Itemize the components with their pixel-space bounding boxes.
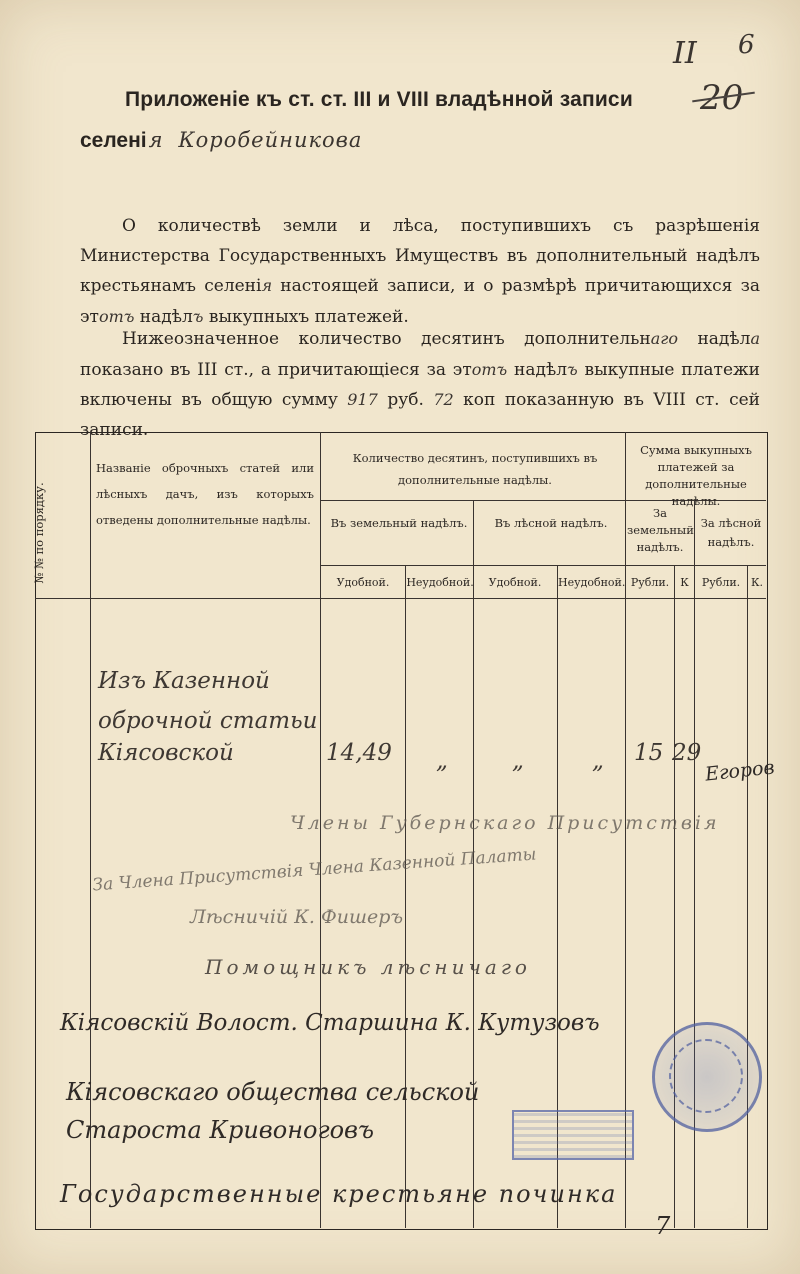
column-header-number: № № по порядку. [32,482,46,584]
entry-ditto: „ [592,748,604,774]
entry-ditto: „ [436,748,448,774]
archive-mark: II [673,36,697,71]
signature: Помощникъ лѣсничаго [205,955,531,979]
signature: Кiясовскаго общества сельской [66,1078,480,1106]
archive-mark-number: 6 [738,30,755,60]
signature: Лѣсничiй К. Фишеръ [190,906,404,928]
signature: Егоров [704,756,776,786]
subheader-udobnoy: Удобной. [336,576,390,589]
subheader-rubli: Рубли. [701,576,741,589]
column-header-za-les: За лѣсной надѣлъ. [700,516,762,549]
table-divider [35,598,766,599]
village-name-hand: Коробейникова [178,128,363,152]
column-header-name: Названiе оброчныхъ статей или лѣсныхъ дачъ, изъ которыхъ отведены дополнительные надѣлы. [96,461,314,527]
subheader-kop: К [680,576,689,589]
signature: Члены Губернскаго Присутствiя [290,812,720,834]
rectangular-stamp [512,1110,634,1160]
village-ending-hand: я [148,128,163,152]
subheader-kop: К. [750,576,763,589]
village-label: селенi [80,129,147,152]
entry-rubli-value: 15 [634,740,664,766]
entry-source-line: оброчной статьи [98,708,318,734]
signature: Староста Кривоноговъ [66,1116,374,1144]
entry-source-line: Изъ Казенной [98,668,270,694]
subheader-rubli: Рубли. [630,576,670,589]
table-divider [90,432,91,1228]
subheader-neudobnoy: Неудобной. [558,576,626,589]
column-header-za-zemel: За земельный надѣлъ. [627,506,694,554]
village-line [80,128,362,153]
table-divider [405,565,406,1228]
struck-page-number: 20 [700,78,743,118]
table-divider [747,565,748,1228]
intro-paragraph: О количествѣ земли и лѣса, поступившихъ съ разрѣшенiя Министерства Государственныхъ Имуществъ въ дополнительный надѣлъ крестьянамъ селенiя настоящей записи, и о размѣрѣ причитающихся за этотъ надѣлъ выкупныхъ платежей. [80,216,760,327]
signature: За Члена Присутствiя Члена Казенной Палаты [91,844,538,896]
entry-udobnoy-value: 14,49 [326,740,392,766]
entry-kop-value: 29 [672,740,702,766]
summary-paragraph: Нижеозначенное количество десятинъ дополнительнаго надѣла показано въ III ст., а причитающiеся за этотъ надѣлъ выкупные платежи включены въ общую сумму 917 руб. 72 коп показанную въ VIII ст. сей записи. [80,329,760,440]
signature: 7 [655,1212,671,1240]
column-header-summa: Сумма выкупныхъ платежей за дополнительные надѣлы. [640,443,752,508]
column-header-zemel: Въ земельный надѣлъ. [330,516,468,530]
signature: Кiясовскiй Волост. Старшина К. Кутузовъ [60,1010,600,1036]
table-divider [320,565,766,566]
column-header-desyatin: Количество десятинъ, поступившихъ въ дополнительные надѣлы. [352,451,598,487]
subheader-neudobnoy: Неудобной. [406,576,474,589]
round-seal-stamp [652,1022,762,1132]
document-title: Приложенiе къ ст. ст. III и VIII владѣнной записи [125,88,633,111]
signature: Государственные крестьяне починка [60,1180,618,1208]
entry-ditto: „ [512,748,524,774]
entry-source-line: Кiясовской [98,740,234,766]
table-divider [674,565,675,1228]
subheader-udobnoy: Удобной. [488,576,542,589]
column-header-lesnoy: Въ лѣсной надѣлъ. [494,516,608,530]
